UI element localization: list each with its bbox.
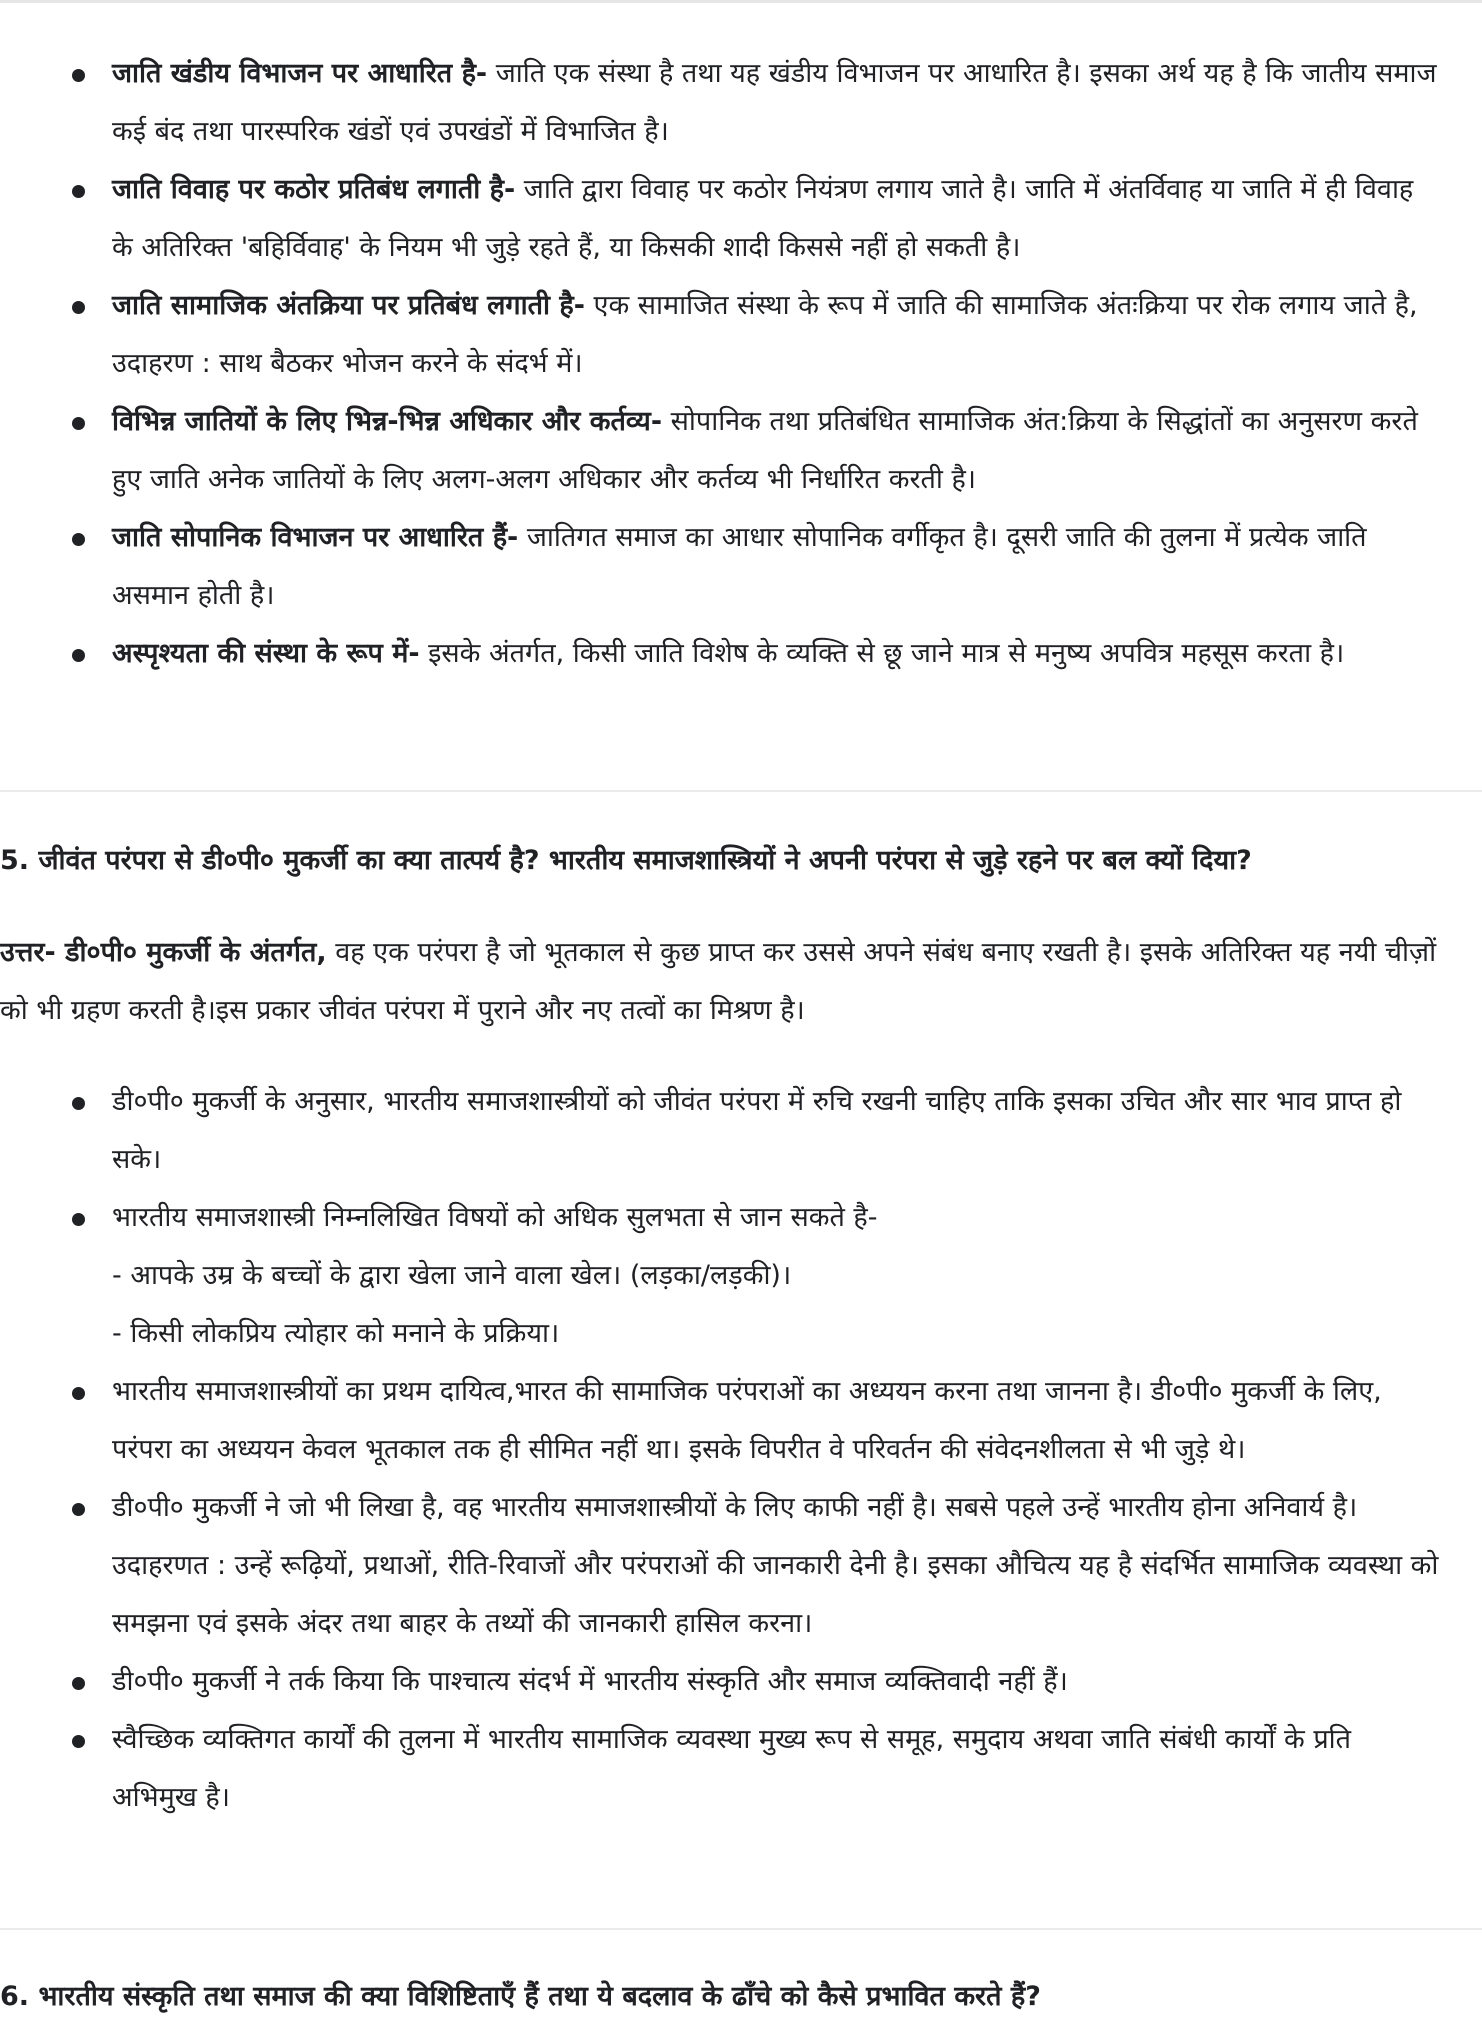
sub-point: - किसी लोकप्रिय त्योहार को मनाने के प्रक्रिया। [112,1318,560,1349]
point-term: अस्पृश्यता की संस्था के रूप में- [112,638,420,669]
answer-text: वह एक परंपरा है जो भूतकाल से कुछ प्राप्त कर उससे अपने संबंध बनाए रखती है। इसके अतिरिक्त यह नयी चीज़ों को भी ग्रहण करती है।इस प्रकार जीवंत परंपरा में पुराने और नए तत्वों का मिश्रण है। [0,937,1437,1026]
bullet-icon [72,69,85,82]
point-term: जाति सोपानिक विभाजन पर आधारित हैं- [112,522,519,553]
bullet-icon [72,1503,85,1516]
point-text: डी०पी० मुकर्जी के अनुसार, भारतीय समाजशास्त्रीयों को जीवंत परंपरा में रुचि रखनी चाहिए ताकि इसका उचित और सार भाव प्राप्त हो सके। [112,1086,1402,1175]
list-item [0,1073,1482,1189]
list-item [0,1653,1482,1711]
list-item [0,277,1482,393]
point-text: जातिगत समाज का आधार सोपानिक वर्गीकृत है। दूसरी जाति की तुलना में प्रत्येक जाति असमान होती है। [112,522,1367,611]
list-item [0,1479,1482,1653]
list-item [0,625,1482,683]
point-text: इसके अंतर्गत, किसी जाति विशेष के व्यक्ति से छू जाने मात्र से मनुष्य अपवित्र महसूस करता है। [419,638,1345,669]
list-item [0,393,1482,509]
list-item [0,45,1482,161]
bullet-icon [72,1677,85,1690]
point-text: जाति एक संस्था है तथा यह खंडीय विभाजन पर आधारित है। इसका अर्थ यह है कि जातीय समाज कई बंद तथा पारस्परिक खंडों एवं उपखंडों में विभाजित है। [112,58,1437,147]
bullet-icon [72,1735,85,1748]
list-item [0,1189,1482,1363]
caste-features-list [0,45,1482,683]
point-text: जाति द्वारा विवाह पर कठोर नियंत्रण लगाय जाते है। जाति में अंतर्विवाह या जाति में ही विवाह के अतिरिक्त 'बहिर्विवाह' के नियम भी जुड़े रहते हैं, या किसकी शादी किससे नहीं हो सकती है। [112,174,1414,263]
sub-point: - आपके उम्र के बच्चों के द्वारा खेला जाने वाला खेल। (लड़का/लड़की)। [112,1260,792,1291]
point-text: स्वैच्छिक व्यक्तिगत कार्यों की तुलना में भारतीय सामाजिक व्यवस्था मुख्य रूप से समूह, समुदाय अथवा जाति संबंधी कार्यों के प्रति अभिमुख है। [112,1724,1352,1813]
question-5-points [0,1073,1482,1827]
point-term: जाति खंडीय विभाजन पर आधारित है- [112,58,488,89]
list-item [0,161,1482,277]
point-term: विभिन्न जातियों के लिए भिन्न-भिन्न अधिकार और कर्तव्य- [112,406,663,437]
bullet-icon [72,1097,85,1110]
bullet-icon [72,301,85,314]
section-divider [0,790,1482,792]
point-text: सोपानिक तथा प्रतिबंधित सामाजिक अंत:क्रिया के सिद्धांतों का अनुसरण करते हुए जाति अनेक जातियों के लिए अलग-अलग अधिकार और कर्तव्य भी निर्धारित करती है। [112,406,1418,495]
point-text: एक सामाजित संस्था के रूप में जाति की सामाजिक अंतःक्रिया पर रोक लगाय जाते है, उदाहरण : साथ बैठकर भोजन करने के संदर्भ में। [112,290,1418,379]
bullet-icon [72,533,85,546]
question-6-title: 6. भारतीय संस्कृति तथा समाज की क्या विशिष्टिताएँ हैं तथा ये बदलाव के ढाँचे को कैसे प्रभावित करते हैं? [0,1981,1041,2012]
bullet-icon [72,417,85,430]
point-text: भारतीय समाजशास्त्री निम्नलिखित विषयों को अधिक सुलभता से जान सकते है- [112,1202,878,1233]
point-text: डी०पी० मुकर्जी ने तर्क किया कि पाश्चात्य संदर्भ में भारतीय संस्कृति और समाज व्यक्तिवादी नहीं हैं। [112,1666,1068,1697]
point-text: भारतीय समाजशास्त्रीयों का प्रथम दायित्व,भारत की सामाजिक परंपराओं का अध्ययन करना तथा जानना है। डी०पी० मुकर्जी के लिए, परंपरा का अध्ययन केवल भूतकाल तक ही सीमित नहीं था। इसके विपरीत वे परिवर्तन की संवेदनशीलता से भी जुड़े थे। [112,1376,1382,1465]
point-term: जाति सामाजिक अंतक्रिया पर प्रतिबंध लगाती है- [112,290,585,321]
bullet-icon [72,649,85,662]
point-text: डी०पी० मुकर्जी ने जो भी लिखा है, वह भारतीय समाजशास्त्रीयों के लिए काफी नहीं है। सबसे पहले उन्हें भारतीय होना अनिवार्य है। उदाहरणत : उन्हें रूढ़ियों, प्रथाओं, रीति-रिवाजों और परंपराओं की जानकारी देनी है। इसका औचित्य यह है संदर्भित सामाजिक व्यवस्था को समझना एवं इसके अंदर तथा बाहर के तथ्यों की जानकारी हासिल करना। [112,1492,1439,1639]
question-5-answer [0,924,1460,1040]
answer-lead: उत्तर- डी०पी० मुकर्जी के अंतर्गत, [0,937,327,968]
list-item [0,1363,1482,1479]
bullet-icon [72,185,85,198]
list-item [0,1711,1482,1827]
point-term: जाति विवाह पर कठोर प्रतिबंध लगाती है- [112,174,516,205]
bullet-icon [72,1387,85,1400]
section-divider [0,1928,1482,1930]
list-item [0,509,1482,625]
question-5-title: 5. जीवंत परंपरा से डी०पी० मुकर्जी का क्या तात्पर्य है? भारतीय समाजशास्त्रियों ने अपनी परंपरा से जुड़े रहने पर बल क्यों दिया? [0,845,1252,876]
top-divider [0,0,1482,3]
bullet-icon [72,1213,85,1226]
